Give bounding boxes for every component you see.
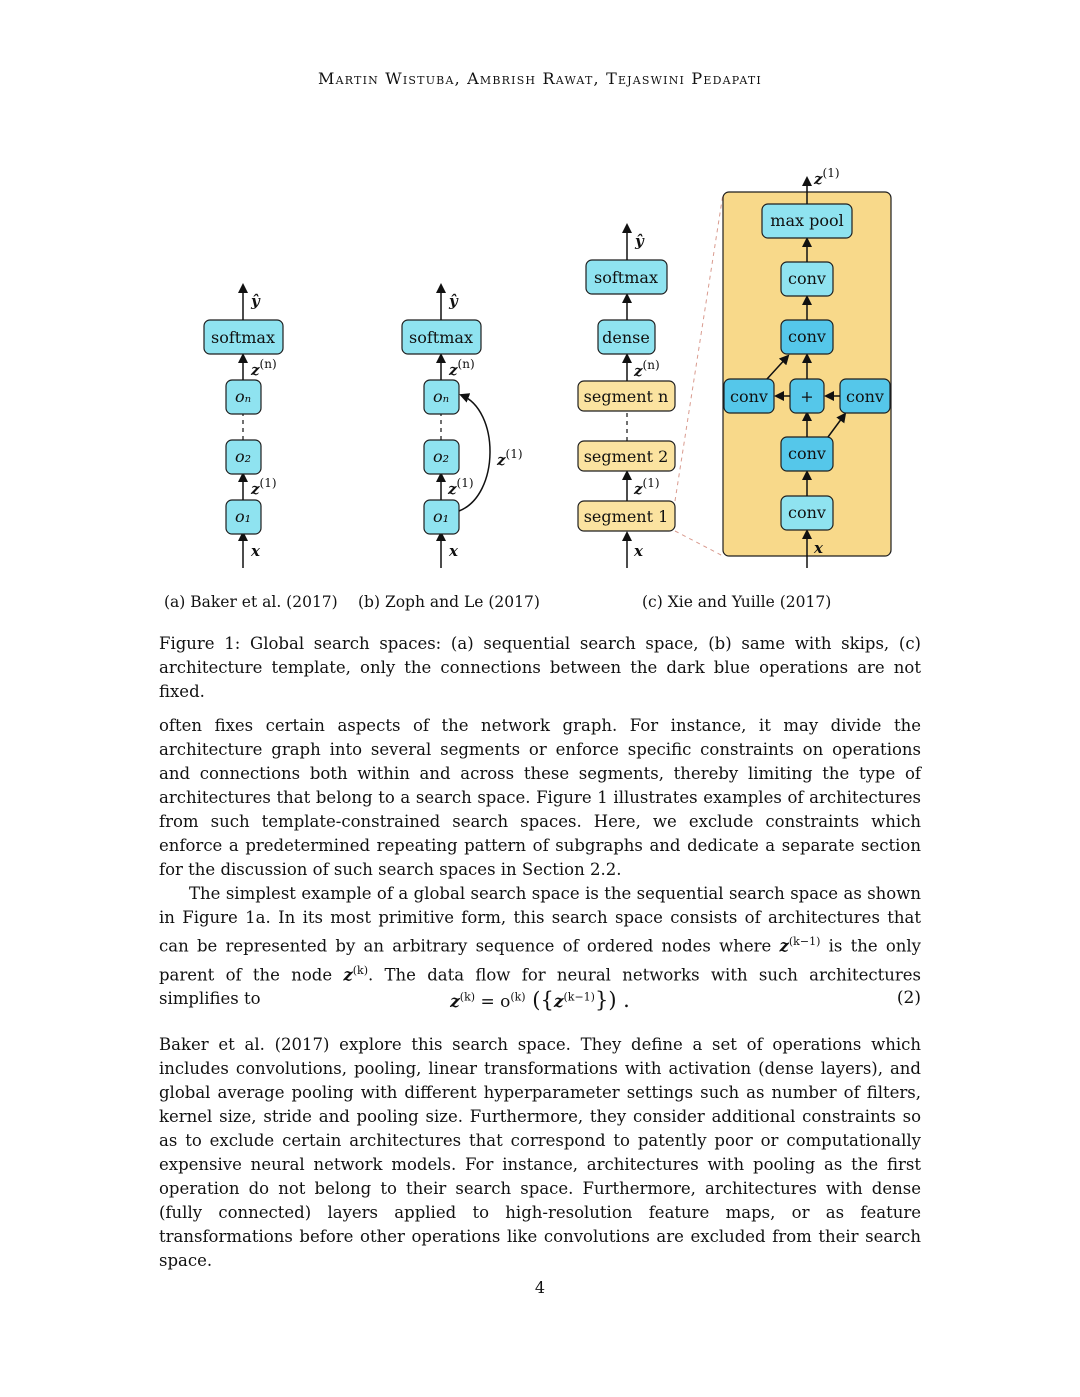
max-pool-label: max pool xyxy=(770,211,844,230)
z1-label: $z^{(1)}$ xyxy=(448,476,474,498)
figure-1 xyxy=(0,160,1080,580)
template-input-label: x xyxy=(814,539,823,557)
equation-2 xyxy=(159,988,921,1018)
subcaption-b: (b) Zoph and Le (2017) xyxy=(358,593,540,611)
conv-bottom-label: conv xyxy=(788,503,826,522)
subcaption-a: (a) Baker et al. (2017) xyxy=(164,593,338,611)
softmax-label: softmax xyxy=(594,268,658,287)
input-label: x xyxy=(449,542,458,560)
conv-dark-top-label: conv xyxy=(788,327,826,346)
softmax-label: softmax xyxy=(409,328,473,347)
z1-label: $z^{(1)}$ xyxy=(251,476,277,498)
dense-label: dense xyxy=(602,328,650,347)
op-label-o1: o₁ xyxy=(432,507,450,526)
panel-a xyxy=(204,285,283,568)
op-label-o2: o₂ xyxy=(432,447,450,466)
conv-dark-bottom-label: conv xyxy=(788,444,826,463)
segment-n-label: segment n xyxy=(583,387,669,406)
template-output-label: $z^{(1)}$ xyxy=(814,166,840,188)
add-label: + xyxy=(800,387,814,406)
skip-label: $z^{(1)}$ xyxy=(497,447,523,469)
op-label-on: oₙ xyxy=(432,387,450,406)
segment-1-label: segment 1 xyxy=(583,507,669,526)
skip-connection xyxy=(459,395,490,511)
zn-label: $z^{(n)}$ xyxy=(251,357,277,379)
output-label: ŷ xyxy=(251,292,260,310)
panel-c xyxy=(578,166,891,568)
output-label: ŷ xyxy=(635,232,644,250)
paragraph-3: Baker et al. (2017) explore this search space. They define a set of operations which includes convolutions, pooling, linear transformations with activation (dense layers), and global average pooling with different hyperparameter settings such as number of filters, kernel size, stride and pooling size. Furthermore, they consider additional constraints so as to exclude certain architectures that correspond to patently poor or computationally expensive neural network models. For instance, architectures with pooling as the first operation do not belong to their search space. Furthermore, architectures with dense (fully connected) layers applied to high-resolution feature maps, or as feature transformations before other operations like convolutions are excluded from their search space. xyxy=(159,1035,921,1270)
running-header: Martin Wistuba, Ambrish Rawat, Tejaswini Pedapati xyxy=(318,69,762,88)
softmax-label: softmax xyxy=(211,328,275,347)
paragraph-2: The simplest example of a global search space is the sequential search space as shown in Figure 1a. In its most primitive form, this search space consists of architectures that can be represented by an arbitrary sequence of ordered nodes where $z^{(k-1)}$ is the only parent of the node $z^{(k)}$. The data flow for neural networks with such architectures simplifies to xyxy=(159,884,921,1008)
equation-body: $z^{(k)} = o^{(k)}$ $(\{z^{(k-1)}\})$ . xyxy=(450,988,630,1012)
figure-caption: Figure 1: Global search spaces: (a) sequential search space, (b) same with skips, (c) architecture template, only the connections between the dark blue operations are not fixed. xyxy=(159,634,921,701)
page-number: 4 xyxy=(534,1278,546,1297)
segment-template xyxy=(723,166,891,568)
input-label: x xyxy=(634,542,643,560)
conv-left-label: conv xyxy=(730,387,768,406)
zn-label: $z^{(n)}$ xyxy=(449,357,475,379)
op-label-o2: o₂ xyxy=(234,447,252,466)
conv-right-label: conv xyxy=(846,387,884,406)
segment-2-label: segment 2 xyxy=(583,447,669,466)
op-label-on: oₙ xyxy=(234,387,252,406)
equation-number: (2) xyxy=(896,988,921,1008)
subcaption-c: (c) Xie and Yuille (2017) xyxy=(642,593,832,611)
op-label-o1: o₁ xyxy=(234,507,252,526)
output-label: ŷ xyxy=(449,292,458,310)
paragraph-1: often fixes certain aspects of the network graph. For instance, it may divide the architecture graph into several segments or enforce specific constraints on operations and connections both within and across these segments, thereby limiting the type of architectures that belong to a search space. Figure 1 illustrates examples of architectures from such template-constrained search spaces. Here, we exclude constraints which enforce a predetermined repeating pattern of subgraphs and dedicate a separate section for the discussion of such search spaces in Section 2.2. xyxy=(159,716,921,879)
input-label: x xyxy=(251,542,260,560)
panel-b xyxy=(402,285,523,568)
conv-top-label: conv xyxy=(788,269,826,288)
z1-label: $z^{(1)}$ xyxy=(634,476,660,498)
zn-label: $z^{(n)}$ xyxy=(634,358,660,380)
